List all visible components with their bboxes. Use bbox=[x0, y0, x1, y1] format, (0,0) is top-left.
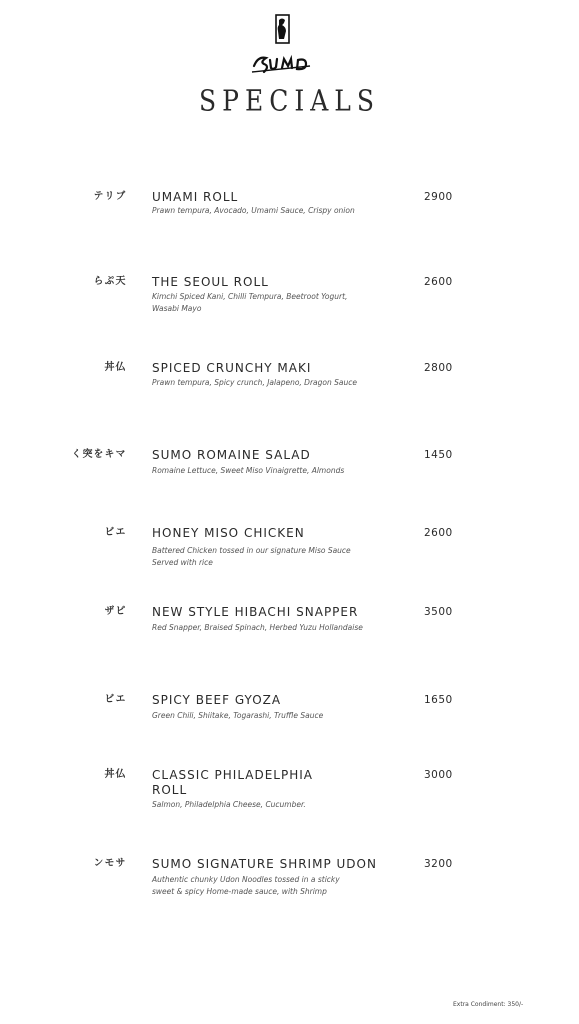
item-price: 2900 bbox=[424, 191, 453, 203]
item-name: UMAMI ROLL bbox=[152, 190, 239, 204]
item-japanese-label: 仏丼 bbox=[102, 361, 124, 371]
item-price: 1650 bbox=[424, 694, 453, 706]
item-japanese-label: ブリテ bbox=[91, 190, 124, 200]
extra-condiment-note: Extra Condiment: 350/- bbox=[453, 1001, 524, 1008]
item-price: 3200 bbox=[424, 858, 453, 870]
item-description: Prawn tempura, Spicy crunch, Jalapeno, Dragon Sauce bbox=[152, 378, 357, 387]
item-name: HONEY MISO CHICKEN bbox=[152, 526, 305, 540]
item-description: Authentic chunky Udon Noodles tossed in a sticky sweet & spicy Home-made sauce, with Shrimp bbox=[152, 875, 340, 896]
item-japanese-label: ピザ bbox=[102, 605, 124, 615]
item-description: Red Snapper, Braised Spinach, Herbed Yuzu Hollandaise bbox=[152, 623, 363, 632]
item-description: Kimchi Spiced Kani, Chilli Tempura, Beetroot Yogurt, Wasabi Mayo bbox=[152, 292, 348, 313]
page-title: SPECIALS bbox=[199, 83, 380, 118]
item-price: 2600 bbox=[424, 527, 453, 539]
item-price: 2800 bbox=[424, 362, 453, 374]
item-name: SUMO SIGNATURE SHRIMP UDON bbox=[152, 857, 377, 871]
item-name: SUMO ROMAINE SALAD bbox=[152, 448, 311, 462]
item-name: NEW STYLE HIBACHI SNAPPER bbox=[152, 605, 359, 619]
item-japanese-label: 仏丼 bbox=[102, 768, 124, 778]
item-description: Romaine Lettuce, Sweet Miso Vinaigrette, Almonds bbox=[152, 466, 345, 475]
item-price: 2600 bbox=[424, 276, 453, 288]
item-name: THE SEOUL ROLL bbox=[152, 275, 269, 289]
item-description: Salmon, Philadelphia Cheese, Cucumber. bbox=[152, 800, 306, 809]
item-japanese-label: エビ bbox=[102, 693, 124, 703]
item-name: CLASSIC PHILADELPHIA ROLL bbox=[152, 768, 313, 797]
item-japanese-label: エビ bbox=[102, 526, 124, 536]
item-name: SPICED CRUNCHY MAKI bbox=[152, 361, 312, 375]
item-description: Battered Chicken tossed in our signature Miso Sauce Served with rice bbox=[152, 546, 351, 567]
sumo-logo bbox=[246, 10, 326, 76]
item-name: SPICY BEEF GYOZA bbox=[152, 693, 282, 707]
item-price: 3000 bbox=[424, 769, 453, 781]
item-price: 3500 bbox=[424, 606, 453, 618]
item-description: Prawn tempura, Avocado, Umami Sauce, Crispy onion bbox=[152, 206, 355, 215]
item-japanese-label: 天ぷら bbox=[91, 275, 124, 285]
item-japanese-label: マキを突く bbox=[69, 448, 124, 458]
item-japanese-label: サモン bbox=[91, 857, 124, 867]
item-price: 1450 bbox=[424, 449, 453, 461]
item-description: Green Chili, Shiitake, Togarashi, Truffle Sauce bbox=[152, 711, 324, 720]
